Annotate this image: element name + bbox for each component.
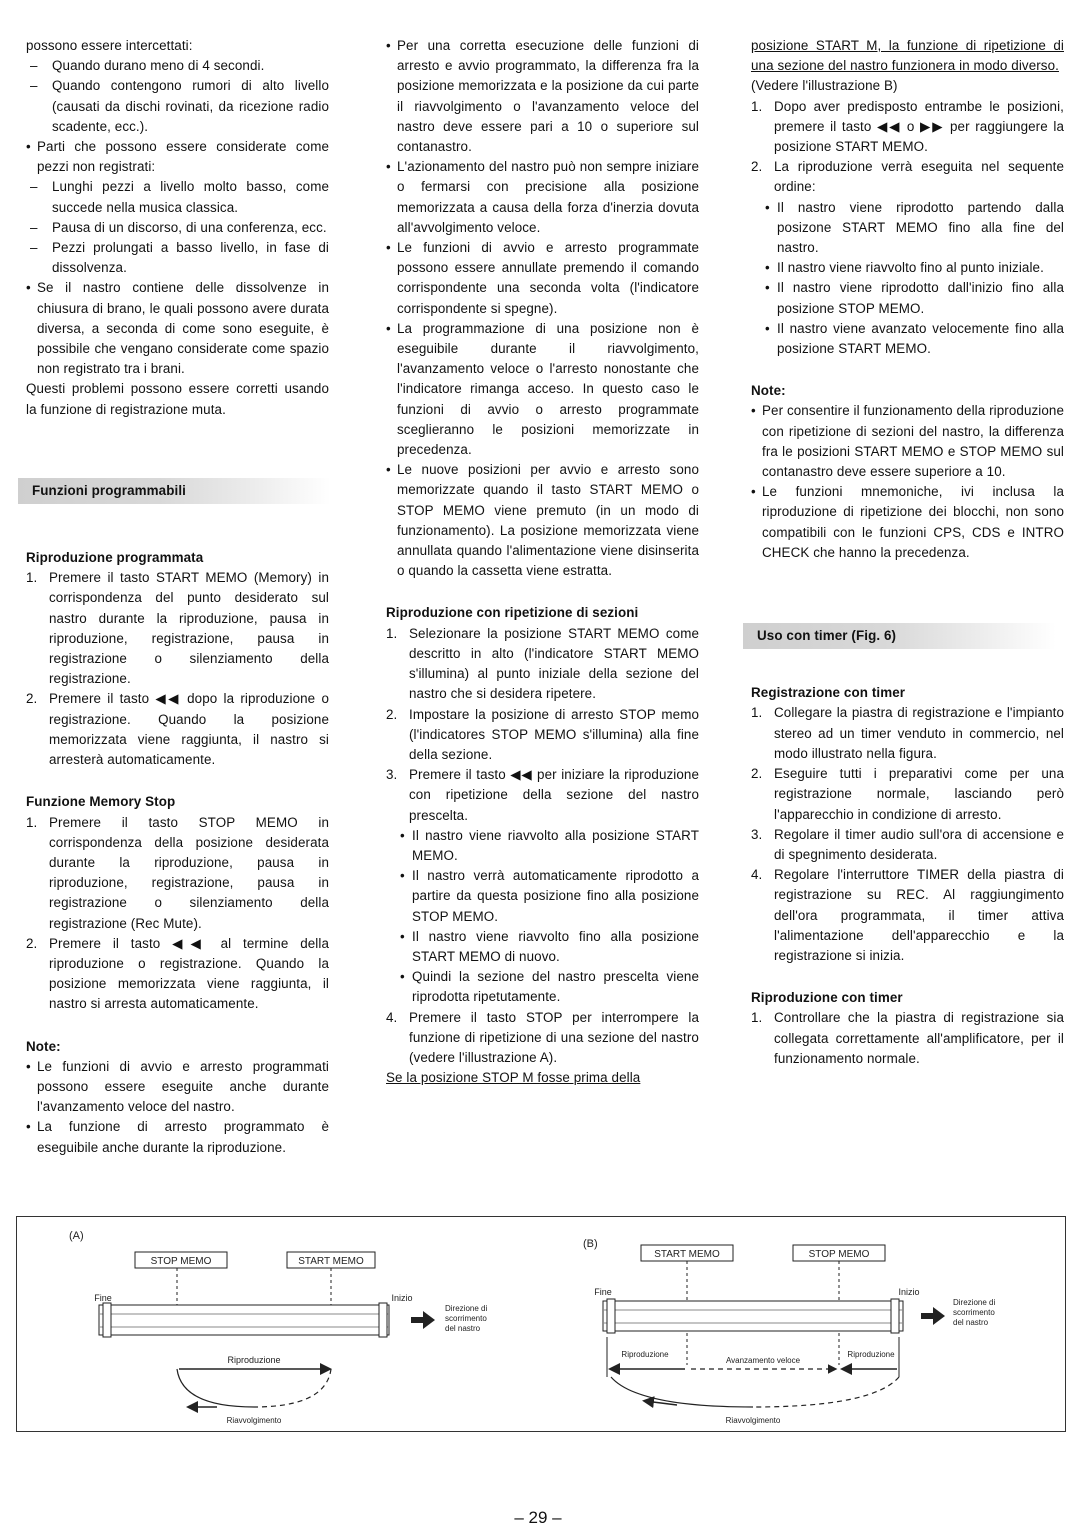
section-repeat-steps bbox=[386, 624, 699, 826]
timer-playback-steps bbox=[751, 1008, 1064, 1069]
list-item: • Le funzioni di avvio e arresto programmate possono essere annullate premendo il comando corrispondente una seconda volta (l'indicatore corrispondente si spegne). bbox=[386, 238, 699, 319]
fig-b-tape bbox=[603, 1301, 903, 1331]
list-item: – Quando durano meno di 4 secondi. bbox=[26, 56, 329, 76]
heading-section-repeat: Riproduzione con ripetizione di sezioni bbox=[386, 605, 639, 621]
fig-b-direction-1: Direzione di bbox=[953, 1298, 996, 1307]
fig-a-play-label: Riproduzione bbox=[227, 1355, 281, 1365]
fig-a-direction-1: Direzione di bbox=[445, 1304, 488, 1313]
fig-b-rewind-right bbox=[753, 1377, 899, 1407]
fig-a-fine: Fine bbox=[94, 1293, 112, 1303]
list-item: • Se il nastro contiene delle dissolvenze in chiusura di brano, le quali possono avere durata diversa, a seconda di come sono eseguite, è possibile che vengano considerate come spazio non registrato tra i brani. bbox=[26, 278, 329, 379]
list-item: 1. Premere il tasto STOP MEMO in corrispondenza della posizione desiderata durante la riproduzione, pausa in riproduzione, registrazione, pausa in registrazione o silenziamento della registrazione (Rec Mute). bbox=[26, 814, 329, 931]
list-item: 2. Premere il tasto ◀◀ dopo la riproduzione o registrazione. Quando la posizione memorizzata viene raggiunta, il nastro si arresterà automaticamente. bbox=[26, 691, 329, 768]
continued-text: Se la posizione STOP M fosse prima della bbox=[386, 1070, 641, 1086]
list-item: 1. Collegare la piastra di registrazione e l'impianto stereo ad un timer venduto in commercio, nel modo illustrato nella figura. bbox=[751, 705, 1064, 761]
list-item: • Le nuove posizioni per avvio e arresto sono memorizzate quando il tasto START MEMO o STOP MEMO viene premuto (in un modo di funzionamento). La posizione memorizzata viene annullata quando l'alimentazione viene disinserita o quando la cassetta viene estratta. bbox=[386, 460, 699, 581]
fig-a-start-memo-label: START MEMO bbox=[298, 1256, 364, 1267]
fig-b-rewind-left bbox=[611, 1377, 753, 1407]
heading-timer-playback: Riproduzione con timer bbox=[751, 990, 903, 1006]
list-item: 4. Premere il tasto STOP per interrompere la funzione di ripetizione di una sezione del nastro (vedere l'illustrazione A). bbox=[386, 1009, 699, 1065]
list-item: 3. Premere il tasto ◀◀ per iniziare la riproduzione con ripetizione della sezione del nastro prescelta. bbox=[386, 767, 699, 823]
fig-b-label: (B) bbox=[583, 1238, 598, 1250]
heading-programmed-play: Riproduzione programmata bbox=[26, 550, 204, 566]
fig-b-fine: Fine bbox=[594, 1287, 612, 1297]
fig-b-direction-3: del nastro bbox=[953, 1318, 989, 1327]
fig-b-rewind-label: Riavvolgimento bbox=[725, 1416, 781, 1425]
list-item: 1. Controllare che la piastra di registrazione sia collegata correttamente all'amplificatore, per il funzionamento normale. bbox=[751, 1010, 1064, 1066]
section-repeat-step-4 bbox=[386, 1008, 699, 1069]
illustration-b-sub-list bbox=[751, 198, 1064, 360]
timer-recording-steps bbox=[751, 703, 1064, 966]
list-item: • L'azionamento del nastro può non sempre iniziare o fermarsi con precisione alla posizione memorizzata a causa della forza d'inerzia dovuta all'avvolgimento veloce. bbox=[386, 157, 699, 238]
dash-list-2 bbox=[26, 177, 329, 278]
illustration-b-steps bbox=[751, 97, 1064, 198]
list-item: • Parti che possono essere considerate come pezzi non registrati: bbox=[26, 137, 329, 177]
list-item: 1. Premere il tasto START MEMO (Memory) in corrispondenza del punto desiderato sul nastro durante la riproduzione, pausa in riproduzione, registrazione, pausa in registrazione o silenziamento della registrazione. bbox=[26, 570, 329, 687]
list-item: 1. Dopo aver predisposto entrambe le posizioni, premere il tasto ◀◀ o ▶▶ per raggiungere la posizione START MEMO. bbox=[751, 98, 1064, 155]
list-item: 2. Impostare la posizione di arresto STOP memo (l'indicatores STOP MEMO s'illumina) alla fine della sezione. bbox=[386, 706, 699, 762]
memory-stop-steps bbox=[26, 813, 329, 1015]
fig-b-ff-label: Avanzamento veloce bbox=[725, 1356, 801, 1365]
fig-a-inizio: Inizio bbox=[391, 1293, 413, 1303]
list-item: • Il nastro verrà automaticamente riprodotto a partire da questa posizione fino alla posizione STOP MEMO. bbox=[386, 866, 699, 927]
fig-a-label: (A) bbox=[69, 1230, 84, 1242]
intro-text: possono essere intercettati: bbox=[26, 38, 193, 53]
list-item: • Per una corretta esecuzione delle funzioni di arresto e avvio programmato, la differenza fra la posizione memorizzata e la posizione da cui parte il riavvolgimento o l'avanzamento veloce del nastro deve essere pari a 10 o superiore sul contanastro. bbox=[386, 36, 699, 157]
fig-b-reel-left bbox=[607, 1299, 615, 1333]
list-item: 1. Selezionare la posizione START MEMO come descritto in alto (l'indicatore START MEMO s'illumina) al punto iniziale della sezione del nastro che si desidera ripetere. bbox=[386, 625, 699, 702]
list-item: • Le funzioni mnemoniche, ivi inclusa la riproduzione di ripetizione dei blocchi, non sono compatibili con le funzioni CPS, CDS e INTRO CHECK che hanno la precedenza. bbox=[751, 482, 1064, 563]
list-item: • La funzione di arresto programmato è eseguibile anche durante la riproduzione. bbox=[26, 1117, 329, 1157]
notes-list bbox=[751, 401, 1064, 563]
notes-list bbox=[26, 1057, 329, 1158]
fig-a-direction-3: del nastro bbox=[445, 1324, 481, 1333]
section-repeat-sub-list bbox=[386, 826, 699, 1008]
fig-b-play-right-label: Riproduzione bbox=[847, 1350, 895, 1359]
dash-list-1 bbox=[26, 56, 329, 137]
list-item: 3. Regolare il timer audio sull'ora di accensione e di spegnimento desiderata. bbox=[751, 826, 1064, 862]
page-number: – 29 – bbox=[514, 1508, 562, 1527]
list-item: • Il nastro viene riavvolto fino al punto iniziale. bbox=[751, 258, 1064, 278]
list-item: – Pausa di un discorso, di una conferenza, ecc. bbox=[26, 218, 329, 238]
list-item: 2. Premere il tasto ◀◀ al termine della riproduzione o registrazione. Quando la posizione memorizzata viene raggiunta, il nastro si arresta automaticamente. bbox=[26, 935, 329, 1012]
fig-b-play-left-label: Riproduzione bbox=[621, 1350, 669, 1359]
fig-b-reel-right bbox=[891, 1299, 899, 1333]
closing-text: Questi problemi possono essere corretti usando la funzione di registrazione muta. bbox=[26, 381, 329, 417]
section-banner-programmable: Funzioni programmabili bbox=[18, 478, 331, 504]
list-item: • Le funzioni di avvio e arresto programmati possono essere eseguite anche durante l'avanzamento veloce del nastro. bbox=[26, 1057, 329, 1118]
list-item: • Il nastro viene riavvolto alla posizione START MEMO. bbox=[386, 826, 699, 866]
fig-a-direction-arrow bbox=[411, 1311, 435, 1329]
note-heading: Note: bbox=[26, 1038, 61, 1054]
memo-notes-list bbox=[386, 36, 699, 581]
list-item: – Quando contengono rumori di alto livello (causati da dischi rovinati, da ricezione radio scadente, ecc.). bbox=[26, 76, 329, 137]
heading-memory-stop: Funzione Memory Stop bbox=[26, 794, 176, 810]
column-2 bbox=[386, 36, 699, 1088]
note-heading: Note: bbox=[751, 383, 786, 399]
fig-a-reel-right bbox=[379, 1303, 387, 1337]
fig-a-tape bbox=[99, 1305, 389, 1335]
fig-b-start-memo-label: START MEMO bbox=[654, 1249, 720, 1260]
section-banner-timer: Uso con timer (Fig. 6) bbox=[743, 623, 1056, 649]
list-item: • Quindi la sezione del nastro prescelta viene riprodotta ripetutamente. bbox=[386, 967, 699, 1007]
fig-a-stop-memo-label: STOP MEMO bbox=[150, 1256, 212, 1267]
list-item: 4. Regolare l'interruttore TIMER della piastra di registrazione su REC. Al raggiungimento dell'ora programmata, il timer attiva l'alimentazione dell'apparecchio e la registrazione si inizia. bbox=[751, 867, 1064, 963]
fig-b-direction-2: scorrimento bbox=[953, 1308, 995, 1317]
list-item: 2. Eseguire tutti i preparativi come per una registrazione normale, lasciando però l'apparecchio in condizione di arresto. bbox=[751, 766, 1064, 822]
fig-a-direction-2: scorrimento bbox=[445, 1314, 487, 1323]
heading-timer-recording: Registrazione con timer bbox=[751, 685, 906, 701]
fig-a-reel-left bbox=[103, 1303, 111, 1337]
figure-svg bbox=[17, 1217, 1067, 1433]
list-item: • Il nastro viene riprodotto partendo dalla posizone START MEMO fino alla fine del nastro. bbox=[751, 198, 1064, 259]
list-item: – Lunghi pezzi a livello molto basso, come succede nella musica classica. bbox=[26, 177, 329, 217]
bullet-list-2 bbox=[26, 278, 329, 379]
fig-a-rewind-left bbox=[177, 1369, 254, 1407]
fig-b-direction-arrow bbox=[921, 1307, 945, 1325]
list-item: • Per consentire il funzionamento della riproduzione con ripetizione di sezioni del nastro, la differenza fra le posizioni START MEMO e STOP MEMO sul contanastro deve essere superiore a 10. bbox=[751, 401, 1064, 482]
list-item: 2. La riproduzione verrà eseguita nel sequente ordine: bbox=[751, 159, 1064, 195]
tape-position-figure bbox=[16, 1216, 1066, 1432]
list-item: • Il nastro viene avanzato velocemente fino alla posizione START MEMO. bbox=[751, 319, 1064, 359]
fig-b-stop-memo-label: STOP MEMO bbox=[808, 1249, 870, 1260]
see-illustration-b: (Vedere l'illustrazione B) bbox=[751, 78, 898, 94]
continued-text: posizione START M, la funzione di ripetizione di una sezione del nastro funzionera in modo diverso. bbox=[751, 38, 1064, 74]
column-1 bbox=[26, 36, 329, 1158]
list-item: • Il nastro viene riprodotto dall'inizio fino alla posizione STOP MEMO. bbox=[751, 278, 1064, 318]
fig-a-rewind-label: Riavvolgimento bbox=[226, 1416, 282, 1425]
fig-a-rewind-right bbox=[254, 1369, 331, 1407]
column-3 bbox=[751, 36, 1064, 1069]
fig-b-inizio: Inizio bbox=[898, 1287, 920, 1297]
bullet-list-1 bbox=[26, 137, 329, 177]
list-item: – Pezzi prolungati a basso livello, in fase di dissolvenza. bbox=[26, 238, 329, 278]
list-item: • La programmazione di una posizione non è eseguibile durante il riavvolgimento, l'avanzamento veloce o l'arresto nonostante che l'indicatore rimanga acceso. In questo caso le funzioni di avvio o arresto programmate sceglieranno le posizioni memorizzate in precedenza. bbox=[386, 319, 699, 460]
programmed-play-steps bbox=[26, 568, 329, 770]
list-item: • Il nastro viene riavvolto fino alla posizione START MEMO di nuovo. bbox=[386, 927, 699, 967]
